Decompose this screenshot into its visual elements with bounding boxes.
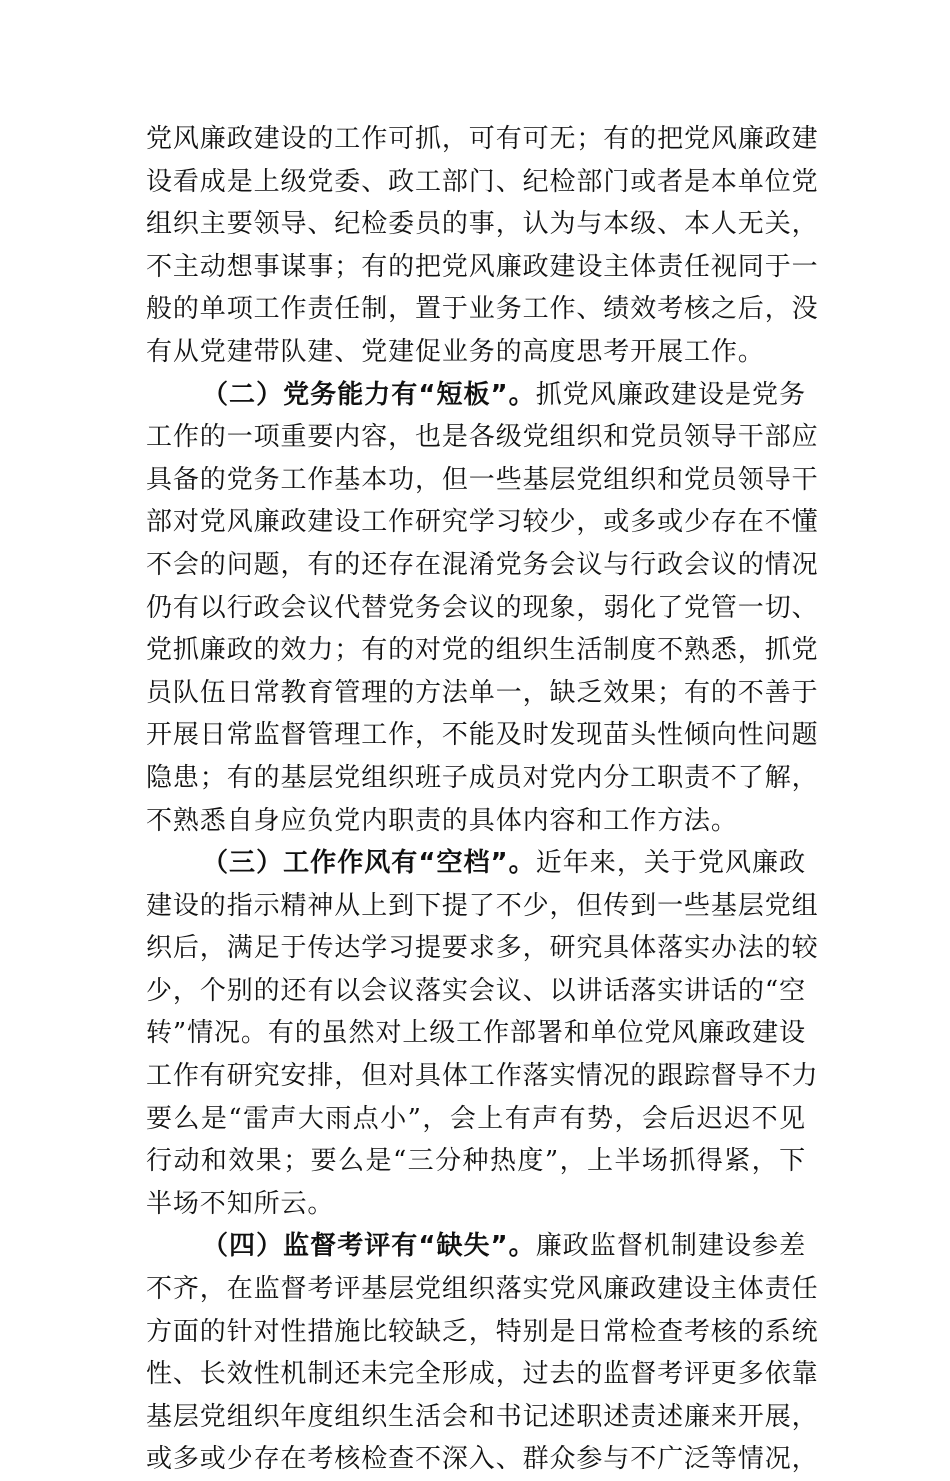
text-span: 抓党风廉政建设是党务 xyxy=(535,379,806,410)
text-line: 不主动想事谋事；有的把党风廉政建设主体责任视同于一 xyxy=(146,251,819,282)
text-span: 廉政监督机制建设参差 xyxy=(535,1231,806,1262)
text-line: 仍有以行政会议代替党务会议的现象，弱化了党管一切、 xyxy=(146,592,819,623)
text-line: 建设的指示精神从上到下提了不少，但传到一些基层党组 xyxy=(146,890,819,921)
text-line: 开展日常监督管理工作，不能及时发现苗头性倾向性问题 xyxy=(146,720,819,751)
paragraph-3 xyxy=(146,842,819,1225)
text-span: 近年来，关于党风廉政 xyxy=(535,848,806,879)
document-page xyxy=(146,118,819,1481)
text-line: 工作有研究安排，但对具体工作落实情况的跟踪督导不力 xyxy=(146,1061,819,1092)
text-line xyxy=(146,1225,806,1268)
paragraph-4 xyxy=(146,1225,819,1481)
text-line: 设看成是上级党委、政工部门、纪检部门或者是本单位党 xyxy=(146,166,819,197)
text-line: 半场不知所云。 xyxy=(146,1188,335,1219)
text-line: 不齐，在监督考评基层党组织落实党风廉政建设主体责任 xyxy=(146,1274,819,1305)
text-line: 党风廉政建设的工作可抓，可有可无；有的把党风廉政建 xyxy=(146,124,819,154)
text-line: 般的单项工作责任制，置于业务工作、绩效考核之后，没 xyxy=(146,294,819,325)
text-line: 有从党建带队建、党建促业务的高度思考开展工作。 xyxy=(146,336,765,367)
text-line: 织后，满足于传达学习提要求多，研究具体落实办法的较 xyxy=(146,933,819,964)
text-line: 基层党组织年度组织生活会和书记述职述责述廉来开展， xyxy=(146,1401,819,1432)
text-line: 性、长效性机制还未完全形成，过去的监督考评更多依靠 xyxy=(146,1359,819,1390)
text-line: 隐患；有的基层党组织班子成员对党内分工职责不了解， xyxy=(146,762,819,793)
text-line: 转”情况。有的虽然对上级工作部署和单位党风廉政建设 xyxy=(146,1018,806,1049)
text-line: 要么是“雷声大雨点小”，会上有声有势，会后迟迟不见 xyxy=(146,1103,806,1134)
text-line: 少，个别的还有以会议落实会议、以讲话落实讲话的“空 xyxy=(146,975,806,1006)
text-line xyxy=(146,374,806,417)
section-heading-3: （三）工作作风有“空档”。 xyxy=(202,848,536,879)
section-heading-2: （二）党务能力有“短板”。 xyxy=(202,379,536,410)
text-line: 组织主要领导、纪检委员的事，认为与本级、本人无关， xyxy=(146,209,819,240)
text-line: 或多或少存在考核检查不深入、群众参与不广泛等情况， xyxy=(146,1444,819,1475)
paragraph-2 xyxy=(146,374,819,843)
text-line: 具备的党务工作基本功，但一些基层党组织和党员领导干 xyxy=(146,464,819,495)
text-line: 部对党风廉政建设工作研究学习较少，或多或少存在不懂 xyxy=(146,507,819,538)
text-line xyxy=(146,842,806,885)
text-line: 员队伍日常教育管理的方法单一，缺乏效果；有的不善于 xyxy=(146,677,819,708)
section-heading-4: （四）监督考评有“缺失”。 xyxy=(202,1231,536,1262)
text-line: 党抓廉政的效力；有的对党的组织生活制度不熟悉，抓党 xyxy=(146,635,819,666)
paragraph-1 xyxy=(146,118,819,374)
text-line: 行动和效果；要么是“三分种热度”，上半场抓得紧，下 xyxy=(146,1146,806,1177)
text-line: 工作的一项重要内容，也是各级党组织和党员领导干部应 xyxy=(146,422,819,453)
text-line: 方面的针对性措施比较缺乏，特别是日常检查考核的系统 xyxy=(146,1316,819,1347)
text-line: 不熟悉自身应负党内职责的具体内容和工作方法。 xyxy=(146,805,738,836)
text-line: 不会的问题，有的还存在混淆党务会议与行政会议的情况 xyxy=(146,549,819,580)
